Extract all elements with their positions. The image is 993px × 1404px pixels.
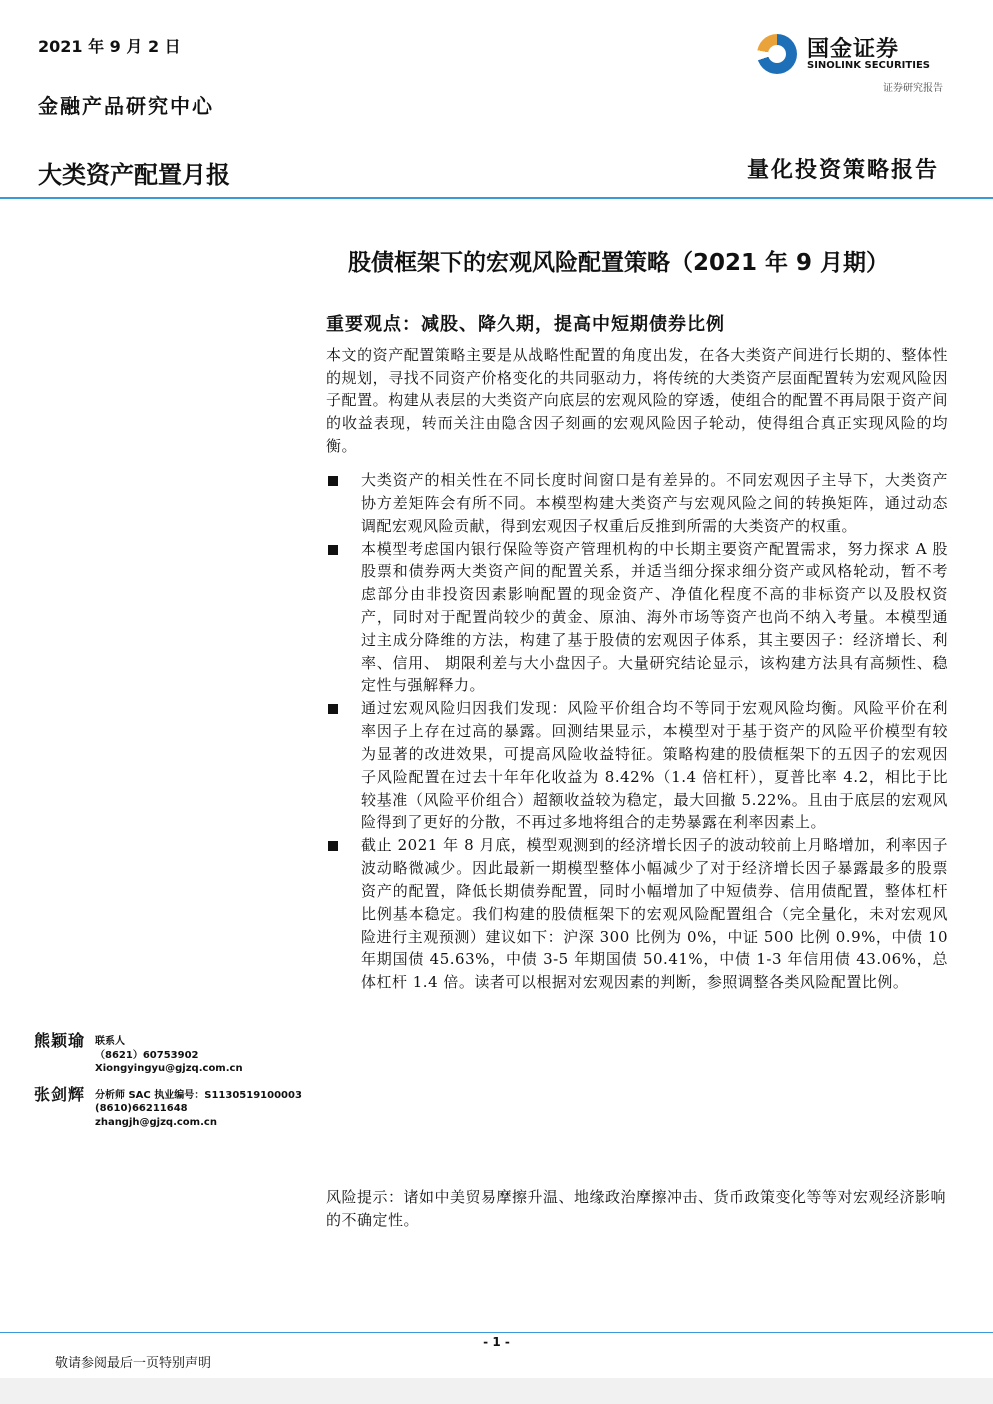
footer-bar: [0, 1378, 993, 1404]
footer-disclaimer: 敬请参阅最后一页特别声明: [55, 1356, 212, 1371]
bullet-item: [326, 538, 948, 698]
square-bullet-icon: [328, 841, 338, 851]
intro-paragraph: 本文的资产配置策略主要是从战略性配置的角度出发，在各大类资产间进行长期的、整体性的规划，寻找不同资产价格变化的共同驱动力，将传统的大类资产层面配置转为宏观风险因子配置。构建从表层的大类资产向底层的宏观风险的穿透，使组合的配置不再局限于资产间的收益表现，转而关注由隐含因子刻画的宏观风险因子轮动，使得组合真正实现风险的均衡。: [326, 346, 948, 455]
author-name: 张剑辉: [34, 1084, 86, 1104]
author-phone: （8621）60753902: [95, 1049, 199, 1061]
logo-name-cn: 国金证券: [807, 37, 900, 62]
page-number: - 1 -: [483, 1335, 510, 1349]
report-type: 大类资产配置月报: [38, 161, 230, 189]
bullet-item: [326, 834, 948, 994]
author-info: [95, 1028, 324, 1076]
logo-subtitle: 证券研究报告: [883, 83, 943, 94]
sinolink-logo-icon: [757, 34, 797, 74]
key-point: 重要观点：减股、降久期，提高中短期债券比例: [326, 314, 725, 335]
report-date: 2021 年 9 月 2 日: [38, 37, 181, 56]
research-center: 金融产品研究中心: [38, 94, 214, 118]
author-entry: [34, 1028, 324, 1076]
report-series: 量化投资策略报告: [746, 157, 939, 183]
bullet-text: 截止 2021 年 8 月底，模型观测到的经济增长因子的波动较前上月略增加，利率因子波动略微减少。因此最新一期模型整体小幅减少了对于经济增长因子暴露最多的股票资产的配置，降低长期债券配置，同时小幅增加了中短债券、信用债配置，整体杠杆比例基本稳定。我们构建的股债框架下的宏观风险配置组合（完全量化，未对宏观风险进行主观预测）建议如下：沪深 300 比例为 0%，中证 500 比例 0.9%，中债 10 年期国债 45.63%，中债 3-5 年期国债 50.41%，中债 1-3 年信用债 43.06%，总体杠杆 1.4 倍。读者可以根据对宏观因素的判断，参照调整各类风险配置比例。: [361, 836, 948, 992]
author-name: 熊颖瑜: [34, 1031, 86, 1050]
author-info: [95, 1082, 324, 1130]
bullet-list: [326, 469, 948, 994]
logo-name-en: SINOLINK SECURITIES: [807, 60, 930, 71]
report-title: 股债框架下的宏观风险配置策略（2021 年 9 月期）: [348, 250, 890, 276]
bullet-item: [326, 697, 948, 834]
author-email[interactable]: Xiongyingyu@gjzq.com.cn: [95, 1063, 243, 1074]
square-bullet-icon: [328, 476, 338, 486]
bullet-text: 大类资产的相关性在不同长度时间窗口是有差异的。不同宏观因子主导下，大类资产协方差矩阵会有所不同。本模型构建大类资产与宏观风险之间的转换矩阵，通过动态调配宏观风险贡献，得到宏观因子权重后反推到所需的大类资产的权重。: [361, 471, 948, 535]
bullet-text: 通过宏观风险归因我们发现：风险平价组合均不等同于宏观风险均衡。风险平价在利率因子上存在过高的暴露。回测结果显示，本模型对于基于资产的风险平价模型有较为显著的改进效果，可提高风险收益特征。策略构建的股债框架下的五因子的宏观因子风险配置在过去十年年化收益为 8.42%（1.4 倍杠杆），夏普比率 4.2，相比于比较基准（风险平价组合）超额收益较为稳定，最大回撤 5.22%。且由于底层的宏观风险得到了更好的分散，不再过多地将组合的走势暴露在利率因素上。: [361, 699, 948, 832]
author-entry: [34, 1082, 324, 1130]
risk-note: 风险提示：诸如中美贸易摩擦升温、地缘政治摩擦冲击、货币政策变化等等对宏观经济影响的不确定性。: [326, 1188, 947, 1229]
footer-divider: [0, 1332, 993, 1333]
author-phone: (8610)66211648: [95, 1103, 188, 1114]
author-block: [34, 1028, 324, 1135]
square-bullet-icon: [328, 545, 338, 555]
author-role: 分析师 SAC 执业编号：S1130519100003: [95, 1089, 302, 1101]
author-role: 联系人: [95, 1036, 125, 1047]
author-email[interactable]: zhangjh@gjzq.com.cn: [95, 1116, 217, 1128]
header-divider: [0, 197, 993, 199]
bullet-text: 本模型考虑国内银行保险等资产管理机构的中长期主要资产配置需求，努力探求 A 股股票和债券两大类资产间的配置关系，并适当细分探求细分资产或风格轮动，暂不考虑部分由非投资因素影响配置的现金资产、净值化程度不高的非标资产以及股权资产，同时对于配置尚较少的黄金、原油、海外市场等资产也尚不纳入考量。本模型通过主成分降维的方法，构建了基于股债的宏观因子体系，其主要因子：经济增长、利率、信用、 期限利差与大小盘因子。大量研究结论显示，该构建方法具有高频性、稳定性与强解释力。: [361, 539, 948, 695]
sinolink-logo: [757, 32, 947, 92]
square-bullet-icon: [328, 704, 338, 714]
bullet-item: [326, 469, 948, 537]
